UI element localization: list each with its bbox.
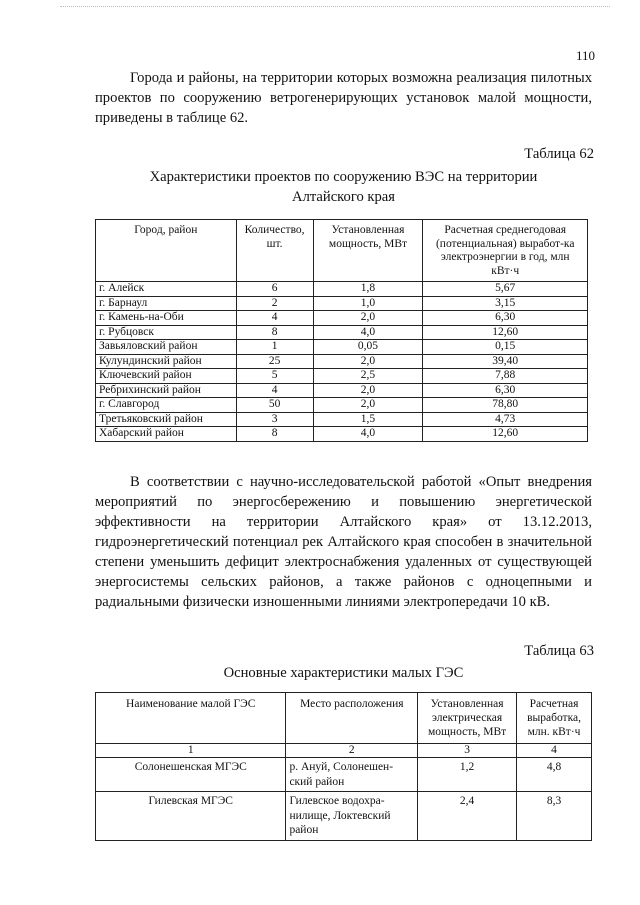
cell-location: Кулундинский район — [96, 354, 237, 369]
table-62-title-line2: Алтайского края — [292, 189, 395, 205]
cell-output: 5,67 — [423, 282, 588, 297]
cell-location: Третьяковский район — [96, 412, 237, 427]
table-62-title-line1: Характеристики проектов по сооружению ВЭС на территории — [149, 169, 538, 185]
cell-count: 25 — [236, 354, 313, 369]
table-63-title: Основные характеристики малых ГЭС — [223, 665, 464, 681]
cell-capacity: 2,0 — [313, 311, 423, 326]
cell-capacity: 1,0 — [313, 296, 423, 311]
cell-hpp-name: Солонешенская МГЭС — [96, 758, 286, 792]
cell-capacity: 2,5 — [313, 369, 423, 384]
column-header: Установленная мощность, МВт — [313, 220, 423, 282]
cell-count: 4 — [236, 383, 313, 398]
page-number: 110 — [575, 48, 595, 63]
cell-output: 39,40 — [423, 354, 588, 369]
cell-output: 6,30 — [423, 311, 588, 326]
cell-output: 7,88 — [423, 369, 588, 384]
cell-count: 5 — [236, 369, 313, 384]
cell-location: г. Барнаул — [96, 296, 237, 311]
table-row — [96, 325, 588, 340]
cell-capacity: 1,8 — [313, 282, 423, 297]
cell-capacity: 2,0 — [313, 398, 423, 413]
cell-capacity: 1,5 — [313, 412, 423, 427]
table-63 — [95, 692, 592, 841]
table-row — [96, 398, 588, 413]
cell-capacity: 4,0 — [313, 427, 423, 442]
table-row — [96, 340, 588, 355]
cell-output: 12,60 — [423, 427, 588, 442]
column-header: Установленная электрическая мощность, МВт — [418, 693, 517, 744]
table-row — [96, 311, 588, 326]
table-header-row — [96, 220, 588, 282]
table-row — [96, 427, 588, 442]
cell-location: г. Рубцовск — [96, 325, 237, 340]
scan-artifact-line — [60, 6, 610, 8]
column-number: 2 — [286, 744, 418, 758]
cell-capacity: 2,4 — [418, 792, 517, 841]
column-number: 1 — [96, 744, 286, 758]
cell-output: 4,8 — [517, 758, 592, 792]
cell-location: Завьяловский район — [96, 340, 237, 355]
table-62 — [95, 219, 588, 442]
cell-location: Гилевское водохра-нилище, Локтевский район — [286, 792, 418, 841]
table-row — [96, 792, 592, 841]
cell-count: 4 — [236, 311, 313, 326]
cell-location: р. Ануй, Солонешен-ский район — [286, 758, 418, 792]
cell-output: 4,73 — [423, 412, 588, 427]
cell-count: 8 — [236, 325, 313, 340]
cell-count: 2 — [236, 296, 313, 311]
table-row — [96, 369, 588, 384]
column-header: Место расположения — [286, 693, 418, 744]
column-header: Количество, шт. — [236, 220, 313, 282]
cell-output: 0,15 — [423, 340, 588, 355]
cell-location: Ключевский район — [96, 369, 237, 384]
cell-output: 8,3 — [517, 792, 592, 841]
cell-output: 78,80 — [423, 398, 588, 413]
table-row — [96, 412, 588, 427]
cell-location: г. Алейск — [96, 282, 237, 297]
table-63-label: Таблица 63 — [524, 643, 594, 659]
cell-output: 6,30 — [423, 383, 588, 398]
column-number-row — [96, 744, 592, 758]
table-row — [96, 383, 588, 398]
cell-hpp-name: Гилевская МГЭС — [96, 792, 286, 841]
column-header: Расчетная среднегодовая (потенциальная) выработ-ка электроэнергии в год, млн кВт·ч — [423, 220, 588, 282]
cell-count: 6 — [236, 282, 313, 297]
table-row — [96, 354, 588, 369]
column-header: Наименование малой ГЭС — [96, 693, 286, 744]
cell-location: Ребрихинский район — [96, 383, 237, 398]
table-62-label: Таблица 62 — [524, 146, 594, 162]
cell-count: 50 — [236, 398, 313, 413]
cell-count: 3 — [236, 412, 313, 427]
cell-location: г. Камень-на-Оби — [96, 311, 237, 326]
column-header: Город, район — [96, 220, 237, 282]
column-header: Расчетная выработка, млн. кВт·ч — [517, 693, 592, 744]
table-row — [96, 282, 588, 297]
cell-capacity: 0,05 — [313, 340, 423, 355]
cell-count: 1 — [236, 340, 313, 355]
cell-capacity: 2,0 — [313, 354, 423, 369]
cell-location: г. Славгород — [96, 398, 237, 413]
table-row — [96, 758, 592, 792]
table-header-row — [96, 693, 592, 744]
cell-output: 12,60 — [423, 325, 588, 340]
column-number: 3 — [418, 744, 517, 758]
cell-location: Хабарский район — [96, 427, 237, 442]
cell-capacity: 1,2 — [418, 758, 517, 792]
cell-output: 3,15 — [423, 296, 588, 311]
cell-capacity: 4,0 — [313, 325, 423, 340]
middle-paragraph: В соответствии с научно-исследовательской работой «Опыт внедрения мероприятий по энергосбережению и повышению энергетической эффективности на территории Алтайского края» от 13.12.2013, гидроэнергетический потенциал рек Алтайского края способен в значительной степени уменьшить дефицит электроснабжения удаленных от существующей энергосистемы сельских районов, а также районов с одноцепными и радиальными физически изношенными линиями электропередачи 10 кВ. — [95, 474, 592, 610]
cell-capacity: 2,0 — [313, 383, 423, 398]
table-62-title — [95, 167, 592, 207]
column-number: 4 — [517, 744, 592, 758]
table-row — [96, 296, 588, 311]
cell-count: 8 — [236, 427, 313, 442]
intro-paragraph: Города и районы, на территории которых возможна реализация пилотных проектов по сооружению ветрогенерирующих установок малой мощности, приведены в таблице 62. — [95, 70, 592, 126]
